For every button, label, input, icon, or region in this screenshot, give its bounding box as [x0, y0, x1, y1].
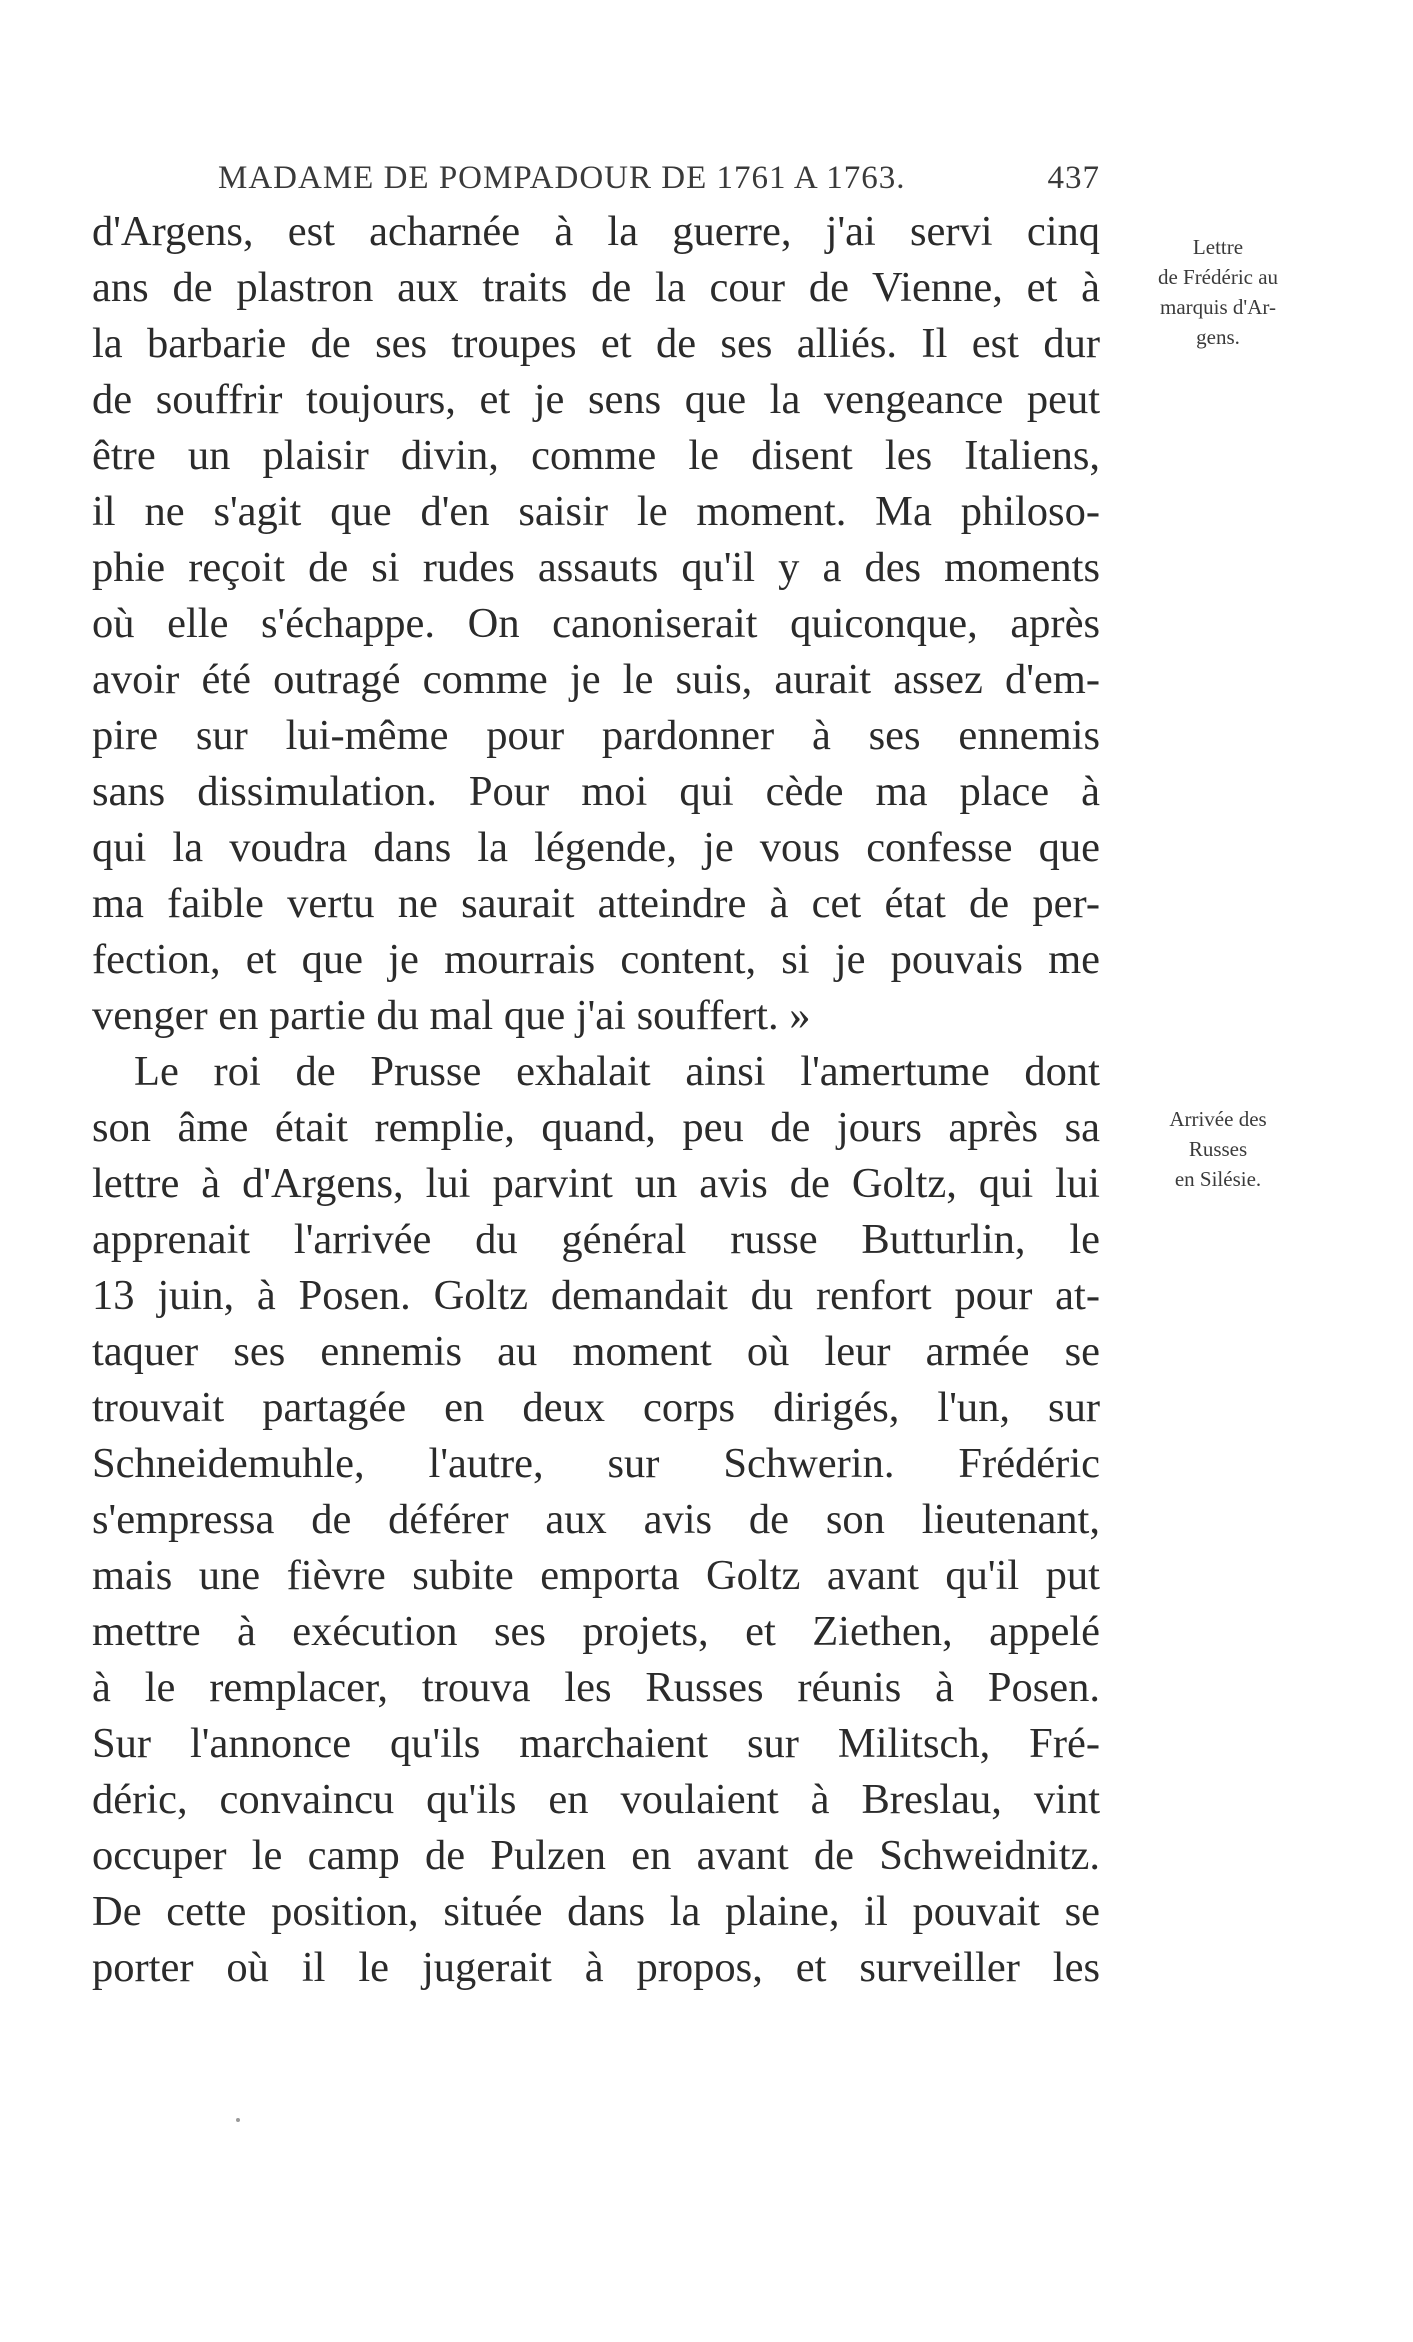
text-line: mais une fièvre subite emporta Goltz avant qu'il put: [92, 1552, 1100, 1599]
text-line: ans de plastron aux traits de la cour de Vienne, et à: [92, 264, 1100, 311]
text-line: il ne s'agit que d'en saisir le moment. Ma philoso-: [92, 488, 1100, 535]
text-line: venger en partie du mal que j'ai souffert. »: [92, 992, 811, 1039]
text-line: 13 juin, à Posen. Goltz demandait du renfort pour at-: [92, 1272, 1100, 1319]
print-speck: [236, 2118, 240, 2122]
text-line: la barbarie de ses troupes et de ses alliés. Il est dur: [92, 320, 1100, 367]
text-line: De cette position, située dans la plaine, il pouvait se: [92, 1888, 1100, 1935]
text-line: Sur l'annonce qu'ils marchaient sur Militsch, Fré-: [92, 1720, 1100, 1767]
text-line: ma faible vertu ne saurait atteindre à cet état de per-: [92, 880, 1100, 927]
paragraph-first-line: Le roi de Prusse exhalait ainsi l'amertume dont: [134, 1048, 1100, 1095]
text-line: où elle s'échappe. On canoniserait quiconque, après: [92, 600, 1100, 647]
text-line: déric, convaincu qu'ils en voulaient à Breslau, vint: [92, 1776, 1100, 1823]
margin-note-line: Arrivée des: [1169, 1107, 1267, 1131]
text-line: phie reçoit de si rudes assauts qu'il y a des moments: [92, 544, 1100, 591]
margin-note-line: Lettre: [1192, 235, 1244, 259]
text-line: avoir été outragé comme je le suis, aurait assez d'em-: [92, 656, 1100, 703]
running-head-title: MADAME DE POMPADOUR DE 1761 A 1763.: [218, 160, 906, 196]
text-line: d'Argens, est acharnée à la guerre, j'ai servi cinq: [92, 208, 1100, 255]
text-line: lettre à d'Argens, lui parvint un avis de Goltz, qui lui: [92, 1160, 1100, 1207]
text-line: porter où il le jugerait à propos, et surveiller les: [92, 1944, 1100, 1991]
margin-note-line: de Frédéric au: [1157, 265, 1279, 289]
text-line: fection, et que je mourrais content, si je pouvais me: [92, 936, 1100, 983]
margin-note-line: gens.: [1196, 325, 1240, 349]
margin-note-line: en Silésie.: [1174, 1167, 1262, 1191]
text-line: s'empressa de déférer aux avis de son lieutenant,: [92, 1496, 1100, 1543]
text-line: être un plaisir divin, comme le disent les Italiens,: [92, 432, 1100, 479]
text-line: mettre à exécution ses projets, et Ziethen, appelé: [92, 1608, 1100, 1655]
body-text: [92, 204, 1100, 1996]
page-number: 437: [1047, 160, 1100, 196]
text-line: taquer ses ennemis au moment où leur armée se: [92, 1328, 1100, 1375]
text-line: qui la voudra dans la légende, je vous confesse que: [92, 824, 1100, 871]
running-head: [218, 160, 1100, 200]
text-line: de souffrir toujours, et je sens que la vengeance peut: [92, 376, 1100, 423]
text-line: Schneidemuhle, l'autre, sur Schwerin. Frédéric: [92, 1440, 1100, 1487]
margin-note-arrival: [1128, 1104, 1308, 1194]
text-line: sans dissimulation. Pour moi qui cède ma place à: [92, 768, 1100, 815]
margin-note-letter: [1128, 232, 1308, 352]
text-line: occuper le camp de Pulzen en avant de Schweidnitz.: [92, 1832, 1100, 1879]
text-line: trouvait partagée en deux corps dirigés, l'un, sur: [92, 1384, 1100, 1431]
margin-note-line: marquis d'Ar-: [1160, 295, 1276, 319]
text-line: son âme était remplie, quand, peu de jours après sa: [92, 1104, 1100, 1151]
text-line: apprenait l'arrivée du général russe Butturlin, le: [92, 1216, 1100, 1263]
text-line: à le remplacer, trouva les Russes réunis à Posen.: [92, 1664, 1100, 1711]
text-line: pire sur lui-même pour pardonner à ses ennemis: [92, 712, 1100, 759]
margin-note-line: Russes: [1188, 1137, 1248, 1161]
